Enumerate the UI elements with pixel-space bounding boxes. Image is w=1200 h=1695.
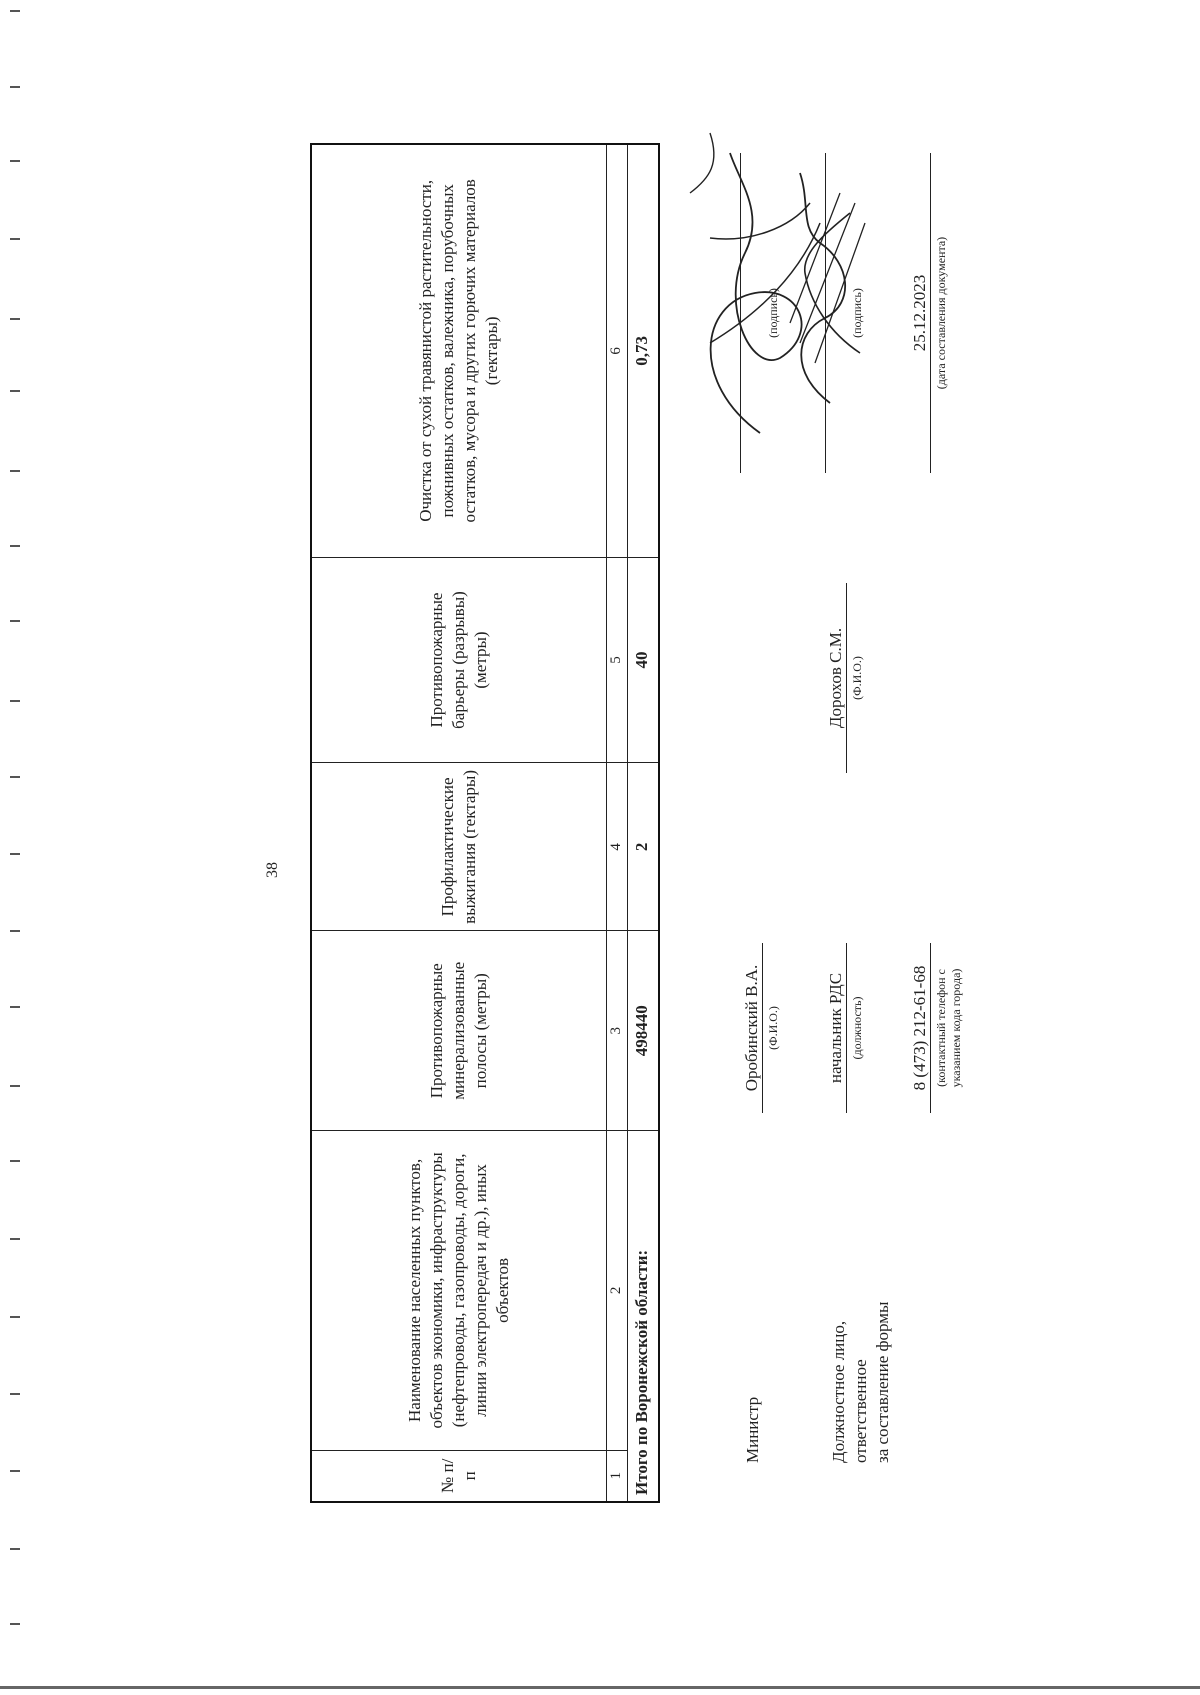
responsible-signature-caption: (подпись) [850,287,864,338]
scan-mark [10,86,20,88]
scan-mark [10,1006,20,1008]
scan-mark [10,10,20,12]
scan-mark [10,776,20,778]
column-number: 2 [607,1130,628,1449]
column-number: 6 [607,144,628,557]
scan-mark [10,238,20,240]
total-fire-barriers: 40 [627,557,659,763]
total-preventive-burning: 2 [627,762,659,930]
scan-mark [10,1316,20,1318]
document-date-caption: (дата составления документа) [934,236,948,389]
scan-mark [10,1238,20,1240]
header-fire-barriers: Противопожарные барьеры (разрывы) (метры) [311,557,607,763]
responsible-role-line: ответственное [851,1358,871,1463]
scan-mark [10,160,20,162]
total-label: Итого по Воронежской области: [627,1130,659,1501]
scan-mark [10,1085,20,1087]
scan-mark [10,1470,20,1472]
scan-mark [10,620,20,622]
scan-mark [10,545,20,547]
column-number: 5 [607,557,628,763]
header-preventive-burning: Профилактические выжигания (гектары) [311,762,607,930]
responsible-position: начальник РДС [826,943,847,1113]
header-mineralized-strips: Противопожарные минерализованные полосы (метры) [311,930,607,1130]
minister-role: Министр [743,1396,762,1463]
column-number: 3 [607,930,628,1130]
scan-mark [10,700,20,702]
column-number: 4 [607,762,628,930]
handwritten-signature-responsible [770,163,880,413]
scan-mark [10,318,20,320]
responsible-name-caption: (Ф.И.О.) [850,655,864,700]
scan-mark [10,1393,20,1395]
scan-mark [10,1160,20,1162]
responsible-name: Дорохов С.М. [826,583,847,773]
minister-name-caption: (Ф.И.О.) [766,1005,780,1050]
header-number: № п/п [311,1450,607,1502]
responsible-phone-caption [934,923,964,1133]
document-date: 25.12.2023 [910,153,931,473]
rotated-sheet [250,83,963,1613]
total-mineralized-strips: 498440 [627,930,659,1130]
total-clearing: 0,73 [627,144,659,557]
minister-name: Оробинский В.А. [742,943,763,1113]
header-clearing: Очистка от сухой травянистой растительности, пожнивных остатков, валежника, порубочных остатков, мусора и других горючих материалов (гектары) [311,144,607,557]
scan-mark [10,390,20,392]
minister-signature-caption: (подпись) [766,287,780,338]
scan-mark [10,470,20,472]
responsible-phone: 8 (473) 212-61-68 [910,943,931,1113]
column-number: 1 [607,1450,628,1502]
scan-mark [10,1623,20,1625]
scan-mark [10,1548,20,1550]
responsible-role [828,1301,894,1462]
responsible-role-line: Должностное лицо, [829,1320,848,1463]
scan-mark [10,930,20,932]
phone-caption-line: (контактный телефон с [934,968,948,1087]
header-object-name: Наименование населенных пунктов, объектов экономики, инфраструктуры (нефтепроводы, газопроводы, дороги, линии электропередач и др.), иных объектов [311,1130,607,1449]
responsible-role-line: за составление формы [873,1301,893,1463]
scan-bottom-edge [0,1686,1200,1689]
phone-caption-line: указанием кода города) [949,968,963,1087]
column-number-row [607,144,628,1502]
table-header-row [311,144,607,1502]
fire-measures-table [310,143,660,1503]
page-number: 38 [264,861,281,878]
scan-mark [10,853,20,855]
responsible-position-caption: (должность) [850,996,864,1059]
